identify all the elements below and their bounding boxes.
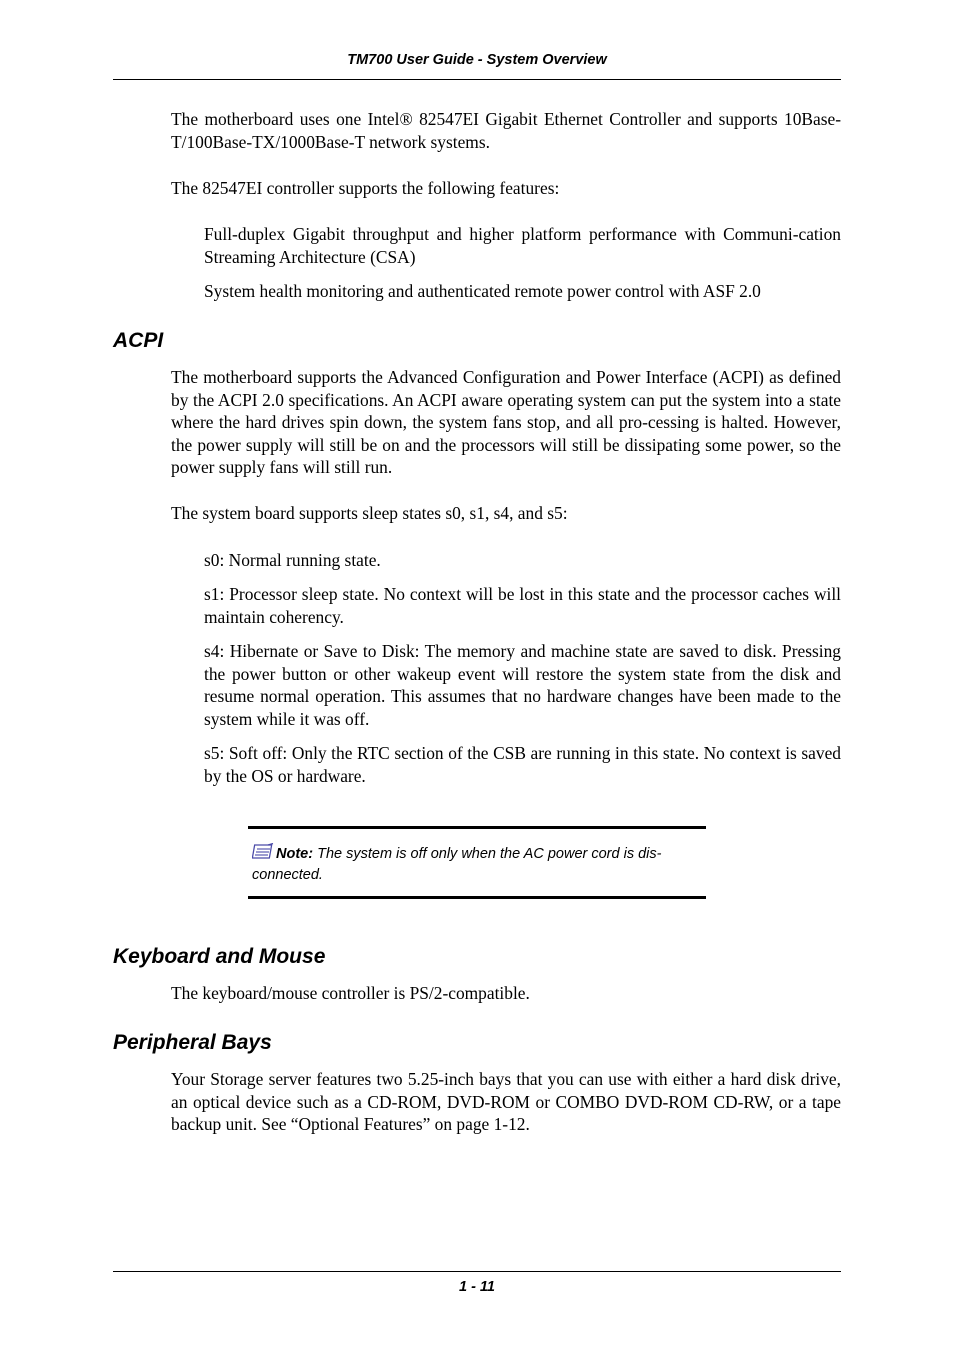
sleep-states-intro: The system board supports sleep states s0, s1, s4, and s5: xyxy=(171,503,568,523)
footer-rule xyxy=(113,1271,841,1272)
running-header: TM700 User Guide - System Overview xyxy=(347,52,607,68)
section-heading-acpi: ACPI xyxy=(113,329,164,352)
keyboard-paragraph: The keyboard/mouse controller is PS/2-compatible. xyxy=(171,983,530,1003)
note-box xyxy=(252,843,704,885)
note-bottom-rule xyxy=(248,896,706,899)
intro-paragraph: The motherboard uses one Intel® 82547EI Gigabit Ethernet Controller and supports 10Base-T/100Base-TX/1000Base-T network systems. xyxy=(171,109,841,152)
feature-item: Full-duplex Gigabit throughput and higher platform performance with Communi-cation Streaming Architecture (CSA) xyxy=(204,224,841,267)
sleep-state-item: s0: Normal running state. xyxy=(204,550,381,570)
section-heading-peripheral-bays: Peripheral Bays xyxy=(113,1031,272,1054)
section-heading-keyboard: Keyboard and Mouse xyxy=(113,945,326,968)
header-rule xyxy=(113,79,841,80)
note-pad-icon xyxy=(252,843,275,866)
note-text: The system is off only when the AC power cord is dis-connected. xyxy=(252,846,662,883)
bays-paragraph: Your Storage server features two 5.25-inch bays that you can use with either a hard disk drive, an optical device such as a CD-ROM, DVD-ROM or COMBO DVD-ROM CD-RW, or a tape backup unit. See “Optional Features” on page 1-12. xyxy=(171,1069,841,1134)
note-top-rule xyxy=(248,826,706,829)
page-number: 1 - 11 xyxy=(458,1279,495,1295)
sleep-state-item: s4: Hibernate or Save to Disk: The memory and machine state are saved to disk. Pressing the power button or other wakeup event will restore the system state from the disk and resume normal operation. This assumes that no hardware changes have been made to the system while it was off. xyxy=(204,641,841,729)
feature-item: System health monitoring and authenticated remote power control with ASF 2.0 xyxy=(204,281,761,301)
acpi-paragraph: The motherboard supports the Advanced Configuration and Power Interface (ACPI) as defined by the ACPI 2.0 specifications. An ACPI aware operating system can put the system into a state where the hard drives spin down, the system fans stop, and all pro-cessing is halted. However, the power supply will still be on and the processors will still be dissipating some power, so the power supply fans will still run. xyxy=(171,367,841,477)
features-intro: The 82547EI controller supports the following features: xyxy=(171,178,560,198)
sleep-state-item: s5: Soft off: Only the RTC section of the CSB are running in this state. No context is saved by the OS or hardware. xyxy=(204,743,841,786)
note-label: Note: xyxy=(276,846,314,862)
sleep-state-item: s1: Processor sleep state. No context will be lost in this state and the processor caches will maintain coherency. xyxy=(204,584,841,627)
